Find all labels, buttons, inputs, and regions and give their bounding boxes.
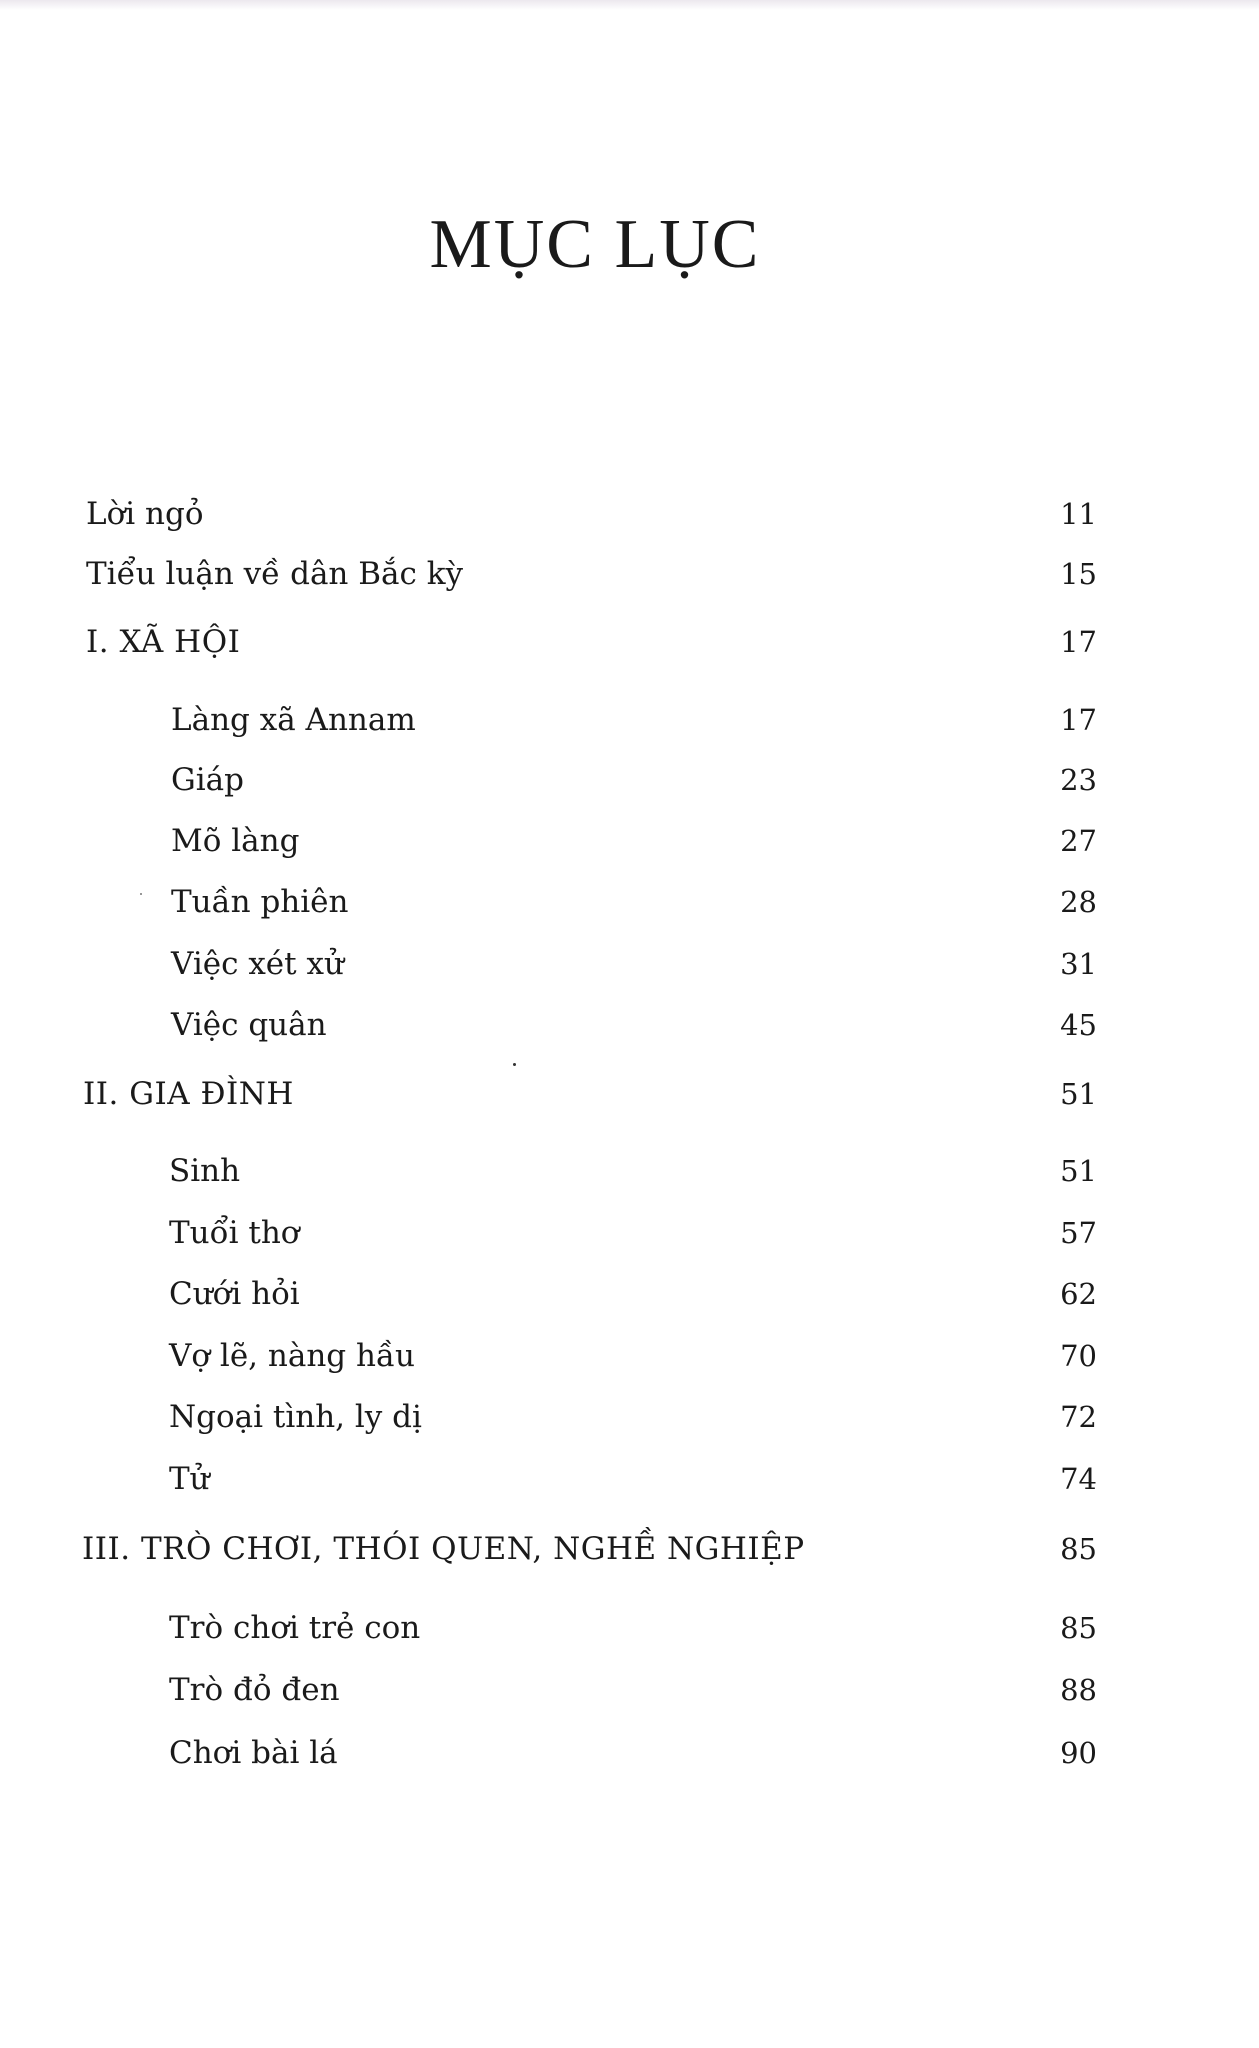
toc-entry-page: 51	[1060, 1154, 1097, 1188]
toc-entry-tu[interactable]	[0, 1457, 1259, 1507]
toc-entry-page: 85	[1060, 1532, 1097, 1566]
ink-speck	[140, 893, 142, 895]
toc-entry-page: 62	[1060, 1277, 1097, 1311]
toc-section-label: III. TRÒ CHƠI, THÓI QUEN, NGHỀ NGHIỆP	[82, 1531, 805, 1567]
toc-entry-page: 57	[1060, 1216, 1097, 1250]
toc-section-label: II. GIA ĐÌNH	[83, 1076, 294, 1112]
toc-entry-label: Cưới hỏi	[169, 1276, 300, 1312]
toc-entry-label: Sinh	[169, 1153, 241, 1189]
toc-entry-label: Chơi bài lá	[169, 1735, 338, 1771]
toc-entry-label: Mõ làng	[171, 823, 300, 859]
toc-entry-loi-ngo[interactable]	[0, 492, 1259, 542]
toc-entry-page: 17	[1060, 625, 1097, 659]
toc-entry-lang-xa-annam[interactable]	[0, 698, 1259, 748]
toc-entry-label: Tiểu luận về dân Bắc kỳ	[86, 556, 464, 592]
toc-entry-label: Tử	[169, 1461, 210, 1497]
ink-speck	[513, 1063, 516, 1066]
toc-entry-page: 15	[1060, 557, 1097, 591]
toc-entry-page: 45	[1060, 1008, 1097, 1042]
toc-section-gia-dinh[interactable]	[0, 1072, 1259, 1122]
toc-entry-page: 72	[1060, 1400, 1097, 1434]
toc-entry-label: Ngoại tình, ly dị	[169, 1399, 422, 1435]
toc-entry-giap[interactable]	[0, 758, 1259, 808]
toc-entry-page: 28	[1060, 885, 1097, 919]
toc-entry-tro-choi-tre-con[interactable]	[0, 1606, 1259, 1656]
page-title: MỤC LỤC	[429, 206, 761, 283]
toc-entry-page: 74	[1060, 1462, 1097, 1496]
toc-entry-label: Làng xã Annam	[171, 702, 416, 738]
toc-entry-viec-xet-xu[interactable]	[0, 942, 1259, 992]
toc-section-xa-hoi[interactable]	[0, 620, 1259, 670]
toc-entry-label: Tuổi thơ	[169, 1215, 300, 1251]
toc-entry-cuoi-hoi[interactable]	[0, 1272, 1259, 1322]
toc-entry-page: 70	[1060, 1339, 1097, 1373]
toc-entry-label: Lời ngỏ	[86, 496, 204, 532]
toc-entry-page: 90	[1060, 1736, 1097, 1770]
toc-entry-label: Vợ lẽ, nàng hầu	[169, 1338, 415, 1374]
toc-entry-label: Việc quân	[171, 1007, 327, 1043]
toc-section-tro-choi[interactable]	[0, 1527, 1259, 1577]
toc-entry-label: Việc xét xử	[171, 946, 344, 982]
toc-entry-page: 51	[1060, 1077, 1097, 1111]
toc-entry-page: 85	[1060, 1611, 1097, 1645]
toc-entry-mo-lang[interactable]	[0, 819, 1259, 869]
toc-entry-tieu-luan[interactable]	[0, 552, 1259, 602]
page-top-edge	[0, 0, 1259, 10]
toc-entry-label: Giáp	[171, 762, 245, 798]
toc-entry-page: 27	[1060, 824, 1097, 858]
toc-entry-tuan-phien[interactable]	[0, 880, 1259, 930]
toc-entry-tuoi-tho[interactable]	[0, 1211, 1259, 1261]
toc-section-label: I. XÃ HỘI	[86, 624, 241, 660]
toc-entry-label: Trò đỏ đen	[169, 1672, 340, 1708]
toc-entry-label: Tuần phiên	[171, 884, 349, 920]
toc-entry-sinh[interactable]	[0, 1149, 1259, 1199]
toc-entry-choi-bai-la[interactable]	[0, 1731, 1259, 1781]
toc-entry-ngoai-tinh[interactable]	[0, 1395, 1259, 1445]
toc-entry-page: 11	[1060, 497, 1097, 531]
toc-entry-tro-do-den[interactable]	[0, 1668, 1259, 1718]
toc-entry-vo-le[interactable]	[0, 1334, 1259, 1384]
toc-entry-page: 31	[1060, 947, 1097, 981]
toc-entry-viec-quan[interactable]	[0, 1003, 1259, 1053]
toc-entry-label: Trò chơi trẻ con	[169, 1610, 421, 1646]
toc-entry-page: 17	[1060, 703, 1097, 737]
toc-entry-page: 88	[1060, 1673, 1097, 1707]
toc-entry-page: 23	[1060, 763, 1097, 797]
